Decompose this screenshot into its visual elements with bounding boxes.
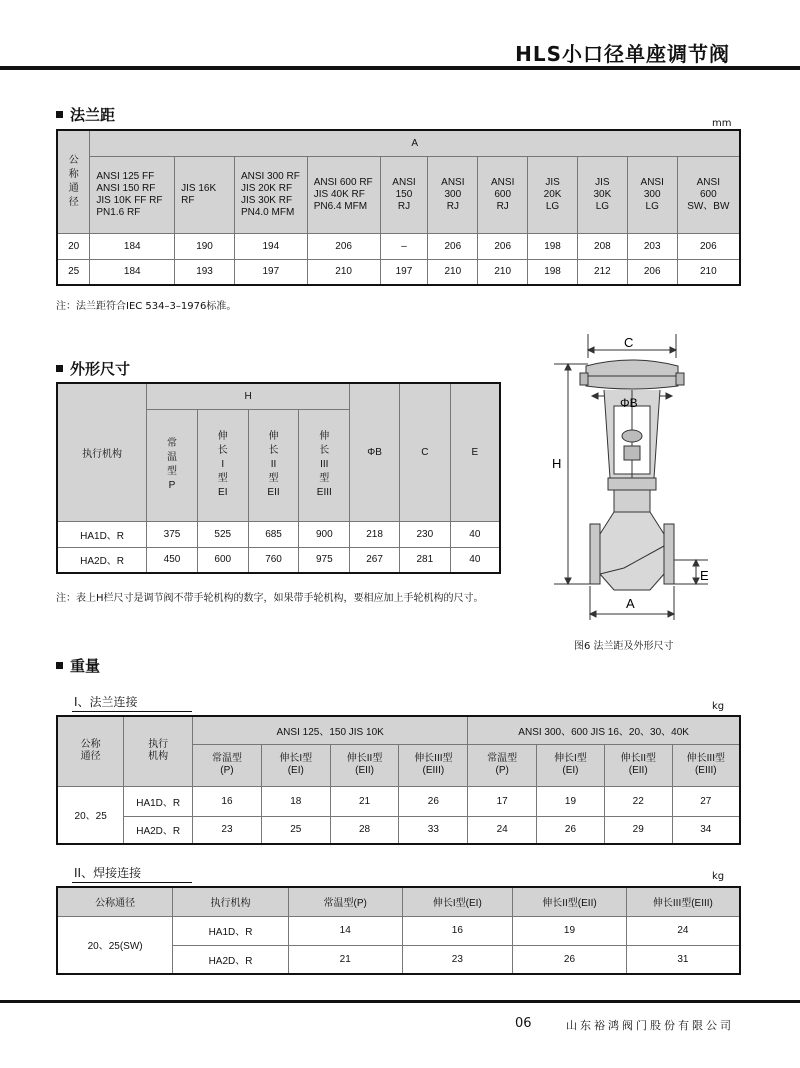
welded-col-header: 伸长III型(EIII) [626, 887, 740, 916]
value-cell: 203 [627, 233, 677, 259]
value-cell: 25 [261, 816, 330, 844]
value-cell: 197 [380, 259, 428, 285]
figure-label-h: H [552, 456, 562, 471]
weight-section-heading [56, 655, 100, 676]
flange-col-header: JIS 30K LG [577, 156, 627, 233]
table-row [57, 233, 740, 259]
flanged-sub-header: 常温型 (P) [193, 744, 262, 786]
dims-e-header: E [450, 383, 500, 521]
flange-col-header: ANSI 600 RJ [478, 156, 528, 233]
welded-subheading: II、焊接连接 [74, 866, 142, 880]
value-cell: 760 [248, 547, 299, 573]
value-cell: 24 [468, 816, 537, 844]
flange-note: 注：法兰距符合IEC 534–3–1976标准。 [56, 301, 237, 312]
dims-c-header: C [399, 383, 450, 521]
value-cell: 190 [175, 233, 235, 259]
bullet-square-icon [56, 662, 63, 669]
dims-h-col-header: 伸 长 II 型 EII [248, 409, 299, 521]
flanged-sub-header: 常温型 (P) [468, 744, 537, 786]
flanged-sub-header: 伸长III型 (EIII) [672, 744, 740, 786]
flanged-weight-table [56, 715, 741, 845]
value-cell: 212 [577, 259, 627, 285]
table-row [57, 786, 740, 816]
dims-h-col-header: 伸 长 III 型 EIII [299, 409, 350, 521]
flanged-unit: kg [712, 701, 725, 712]
value-cell: 17 [468, 786, 537, 816]
value-cell: 210 [307, 259, 380, 285]
value-cell: 450 [147, 547, 198, 573]
flange-col-header: ANSI 125 FF ANSI 150 RF JIS 10K FF RF PN1.6 RF [90, 156, 175, 233]
value-cell: 210 [677, 259, 740, 285]
actuator-cell: HA2D、R [57, 547, 147, 573]
dn-cell: 20、25(SW) [57, 916, 173, 974]
value-cell: 375 [147, 521, 198, 547]
value-cell: 206 [428, 233, 478, 259]
dims-actuator-header: 执行机构 [57, 383, 147, 521]
valve-dimension-figure [548, 328, 774, 628]
value-cell: 206 [307, 233, 380, 259]
dn-cell: 20 [57, 233, 90, 259]
actuator-cell: HA1D、R [57, 521, 147, 547]
value-cell: 198 [528, 259, 578, 285]
flanged-sub-header: 伸长III型 (EIII) [399, 744, 468, 786]
dims-section-heading [56, 358, 130, 379]
value-cell: 28 [330, 816, 399, 844]
flanged-group1-header: ANSI 125、150 JIS 10K [193, 716, 468, 744]
dn-cell: 20、25 [57, 786, 124, 844]
footer-rule [0, 1000, 800, 1003]
value-cell: 267 [350, 547, 400, 573]
flanged-subheading-rule [72, 711, 192, 712]
value-cell: 18 [261, 786, 330, 816]
value-cell: 685 [248, 521, 299, 547]
value-cell: 21 [330, 786, 399, 816]
figure-caption: 图6 法兰距及外形尺寸 [574, 641, 674, 652]
company-name: 山东裕鸿阀门股份有限公司 [566, 1019, 734, 1032]
figure-label-a: A [626, 596, 635, 611]
value-cell: 218 [350, 521, 400, 547]
value-cell: 26 [399, 786, 468, 816]
dims-heading-text: 外形尺寸 [70, 360, 131, 378]
value-cell: 184 [90, 233, 175, 259]
value-cell: 194 [234, 233, 307, 259]
value-cell: 16 [402, 916, 513, 945]
dims-b-header: ΦB [350, 383, 400, 521]
flange-col-header: ANSI 600 SW、BW [677, 156, 740, 233]
value-cell: 19 [537, 786, 605, 816]
bullet-square-icon [56, 111, 63, 118]
flanged-sub-header: 伸长I型 (EI) [537, 744, 605, 786]
value-cell: 197 [234, 259, 307, 285]
flange-col-header: JIS 16K RF [175, 156, 235, 233]
flanged-actuator-header: 执行 机构 [124, 716, 193, 786]
flange-col-header: ANSI 300 LG [627, 156, 677, 233]
flanged-group2-header: ANSI 300、600 JIS 16、20、30、40K [468, 716, 740, 744]
value-cell: 40 [450, 521, 500, 547]
value-cell: 23 [402, 945, 513, 974]
page-number: 06 [515, 1016, 532, 1031]
welded-col-header: 伸长I型(EI) [402, 887, 513, 916]
flanged-sub-header: 伸长I型 (EI) [261, 744, 330, 786]
value-cell: 22 [604, 786, 672, 816]
flanged-sub-header: 伸长II型 (EII) [330, 744, 399, 786]
table-row [57, 547, 500, 573]
value-cell: 198 [528, 233, 578, 259]
welded-col-header: 伸长II型(EII) [513, 887, 627, 916]
value-cell: 33 [399, 816, 468, 844]
welded-subheading-rule [72, 882, 192, 883]
dims-table [56, 382, 501, 574]
value-cell: 210 [478, 259, 528, 285]
figure-label-b: ΦB [620, 396, 638, 410]
dims-h-col-header: 伸 长 I 型 EI [197, 409, 248, 521]
value-cell: 900 [299, 521, 350, 547]
flange-col-header: ANSI 300 RJ [428, 156, 478, 233]
value-cell: 31 [626, 945, 740, 974]
value-cell: 230 [399, 521, 450, 547]
bullet-square-icon [56, 365, 63, 372]
flanged-sub-header: 伸长II型 (EII) [604, 744, 672, 786]
value-cell: 206 [677, 233, 740, 259]
page-title: HLS小口径单座调节阀 [515, 42, 730, 66]
value-cell: 14 [288, 916, 402, 945]
flanged-subheading: I、法兰连接 [74, 695, 138, 709]
value-cell: 19 [513, 916, 627, 945]
value-cell: 26 [513, 945, 627, 974]
actuator-cell: HA2D、R [124, 816, 193, 844]
flange-table [56, 129, 741, 286]
flange-col-header: ANSI 300 RF JIS 20K RF JIS 30K RF PN4.0 MFM [234, 156, 307, 233]
flange-col-header: JIS 20K LG [528, 156, 578, 233]
flange-col-header: ANSI 600 RF JIS 40K RF PN6.4 MFM [307, 156, 380, 233]
figure-label-c: C [624, 335, 634, 350]
welded-col-header: 执行机构 [173, 887, 289, 916]
value-cell: 208 [577, 233, 627, 259]
flange-section-heading [56, 104, 115, 125]
table-row [57, 259, 740, 285]
actuator-cell: HA1D、R [124, 786, 193, 816]
dims-note: 注：表上H栏尺寸是调节阀不带手轮机构的数字，如果带手轮机构，要相应加上手轮机构的尺寸。 [56, 593, 484, 604]
value-cell: 184 [90, 259, 175, 285]
value-cell: 600 [197, 547, 248, 573]
flange-corner-header: 公 称 通 径 [57, 130, 90, 233]
welded-col-header: 公称通径 [57, 887, 173, 916]
value-cell: 193 [175, 259, 235, 285]
figure-label-e: E [700, 568, 709, 583]
table-row [57, 521, 500, 547]
value-cell: 16 [193, 786, 262, 816]
flange-unit: mm [712, 118, 732, 129]
table-row [57, 816, 740, 844]
flange-group-header: A [90, 130, 740, 156]
value-cell: 23 [193, 816, 262, 844]
value-cell: 21 [288, 945, 402, 974]
value-cell: 975 [299, 547, 350, 573]
actuator-cell: HA1D、R [173, 916, 289, 945]
value-cell: 29 [604, 816, 672, 844]
dn-cell: 25 [57, 259, 90, 285]
table-row [57, 916, 740, 945]
weight-heading-text: 重量 [70, 657, 101, 675]
value-cell: 24 [626, 916, 740, 945]
value-cell: 27 [672, 786, 740, 816]
value-cell: 281 [399, 547, 450, 573]
header-rule [0, 66, 800, 70]
value-cell: – [380, 233, 428, 259]
flange-heading-text: 法兰距 [70, 106, 116, 124]
dims-h-group-header: H [147, 383, 350, 409]
value-cell: 40 [450, 547, 500, 573]
value-cell: 525 [197, 521, 248, 547]
value-cell: 34 [672, 816, 740, 844]
welded-col-header: 常温型(P) [288, 887, 402, 916]
value-cell: 206 [627, 259, 677, 285]
value-cell: 210 [428, 259, 478, 285]
value-cell: 26 [537, 816, 605, 844]
welded-unit: kg [712, 871, 725, 882]
dims-h-col-header: 常 温 型 P [147, 409, 198, 521]
value-cell: 206 [478, 233, 528, 259]
flange-col-header: ANSI 150 RJ [380, 156, 428, 233]
flanged-dn-header: 公称 通径 [57, 716, 124, 786]
welded-weight-table [56, 886, 741, 975]
actuator-cell: HA2D、R [173, 945, 289, 974]
